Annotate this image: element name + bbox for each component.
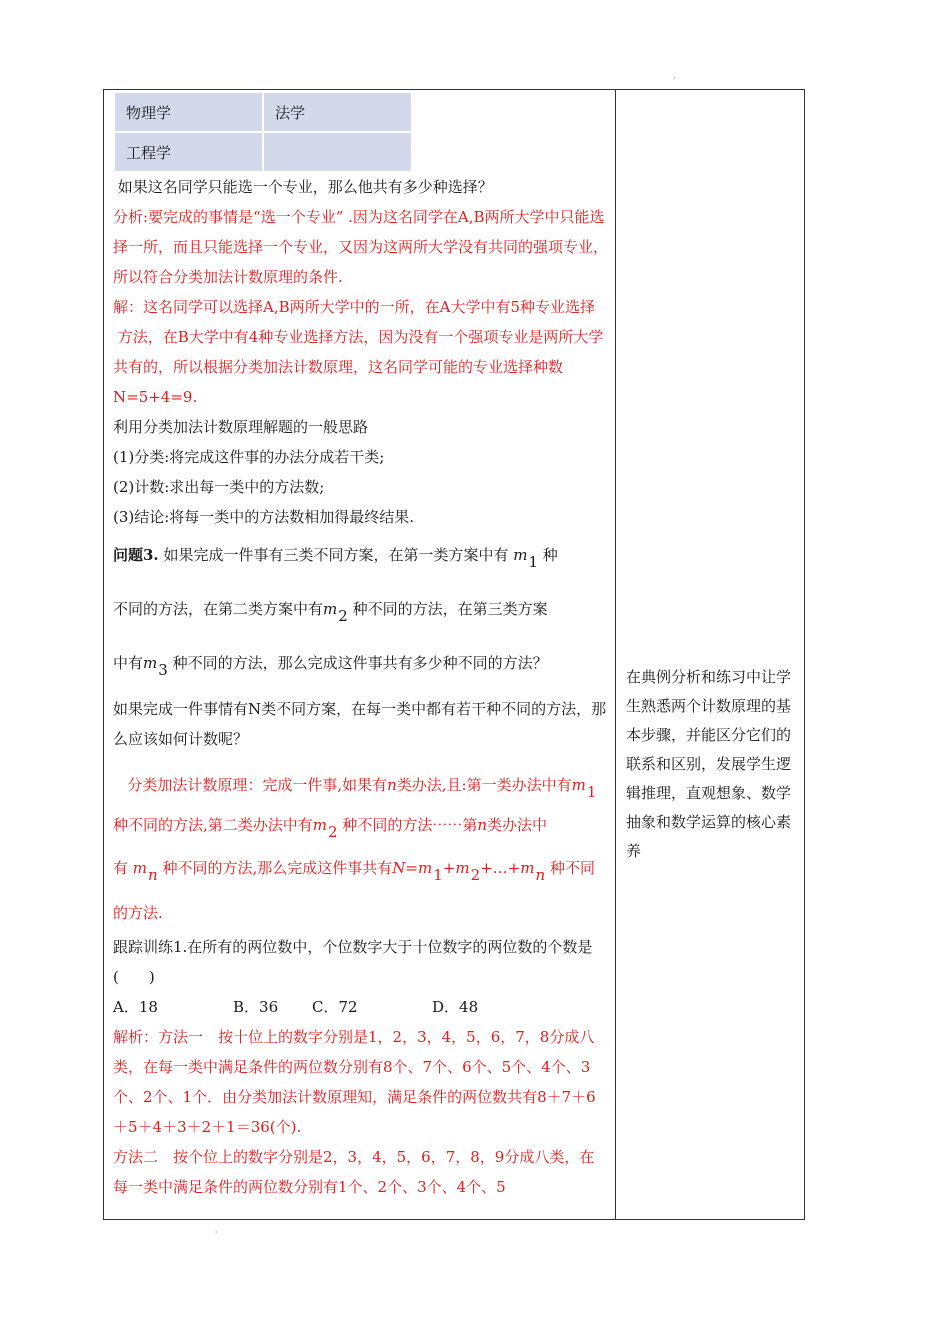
solution-method-one: 解析：方法一 按十位上的数字分别是1，2，3，4，5，6，7，8分成八类，在每一类中满足条件的两位数分别有8个、7个、6个、5个、4个、3个、2个、1个．由分类加法计数原理知，满足条件的两位数共有8＋7＋6＋5＋4＋3＋2＋1＝36(个). [113, 1028, 596, 1136]
step-item: (1)分类:将完成这件事的办法分成若干类; [113, 448, 385, 466]
principle-text: 分类加法计数原理：完成一件事,如果有n类办法,且:第一类办法中有m1 种不同的方法,第二类办法中有m2 种不同的方法⋯⋯第n类办法中 [113, 776, 597, 841]
step-item: (3)结论:将每一类中的方法数相加得最终结果. [113, 508, 415, 526]
exercise-text: 跟踪训练1.在所有的两位数中，个位数字大于十位数字的两位数的个数是( ) [113, 938, 593, 986]
table-row [115, 133, 411, 171]
exercise-options [113, 992, 609, 1022]
table-row [115, 93, 411, 131]
option-d: D．48 [432, 998, 479, 1016]
option-c: C．72 [312, 998, 358, 1016]
table-cell: 工程学 [115, 133, 262, 171]
table-cell: 物理学 [115, 93, 262, 131]
option-b: B．36 [233, 998, 279, 1016]
steps-title: 利用分类加法计数原理解题的一般思路 [113, 418, 369, 436]
step-item: (2)计数:求出每一类中的方法数; [113, 478, 325, 496]
question3-line1: 问题3. 如果完成一件事有三类不同方案，在第一类方案中有 m1 种 [113, 546, 558, 571]
solution-text: 解：这名同学可以选择A,B两所大学中的一所，在A大学中有5种专业选择 [113, 298, 596, 316]
question-text: 如果这名同学只能选一个专业，那么他共有多少种选择？ [117, 178, 493, 196]
table-cell [264, 133, 411, 171]
table-cell: 法学 [264, 93, 411, 131]
design-intent-note: 在典例分析和练习中让学生熟悉两个计数原理的基本步骤，并能区分它们的联系和区别，发展学生逻辑推理，直观想象、数学抽象和数学运算的核心素养 [626, 668, 792, 860]
question3-general: 如果完成一件事情有N类不同方案，在每一类中都有若干种不同的方法，那么应该如何计数呢？ [113, 700, 607, 748]
analysis-text: 分析:要完成的事情是“选一个专业” .因为这名同学在A,B两所大学中只能选择一所，而且只能选择一个专业，又因为这两所大学没有共同的强项专业，所以符合分类加法计数原理的条件. [113, 208, 609, 286]
page-mark-top: · [673, 74, 676, 83]
page-mark-bottom: · [215, 1228, 218, 1237]
option-a: A．18 [113, 998, 158, 1016]
solution-text-continued: 方法，在B大学中有4种专业选择方法，因为没有一个强项专业是两所大学共有的，所以根据分类加法计数原理，这名同学可能的专业选择种数N=5+4=9. [113, 328, 604, 406]
majors-table [113, 91, 413, 173]
column-divider [615, 89, 616, 1220]
question3-line3: 中有m3 种不同的方法，那么完成这件事共有多少种不同的方法？ [113, 654, 548, 679]
question3-line2: 不同的方法，在第二类方案中有m2 种不同的方法，在第三类方案 [113, 600, 548, 625]
principle-text-continued: 有 mn 种不同的方法,那么完成这件事共有N=m1+m2+…+mn 种不同的方法. [113, 859, 595, 922]
lesson-content [113, 172, 609, 1202]
solution-method-two: 方法二 按个位上的数字分别是2，3，4，5，6，7，8，9分成八类，在每一类中满足条件的两位数分别有1个、2个、3个、4个、5 [113, 1148, 595, 1196]
